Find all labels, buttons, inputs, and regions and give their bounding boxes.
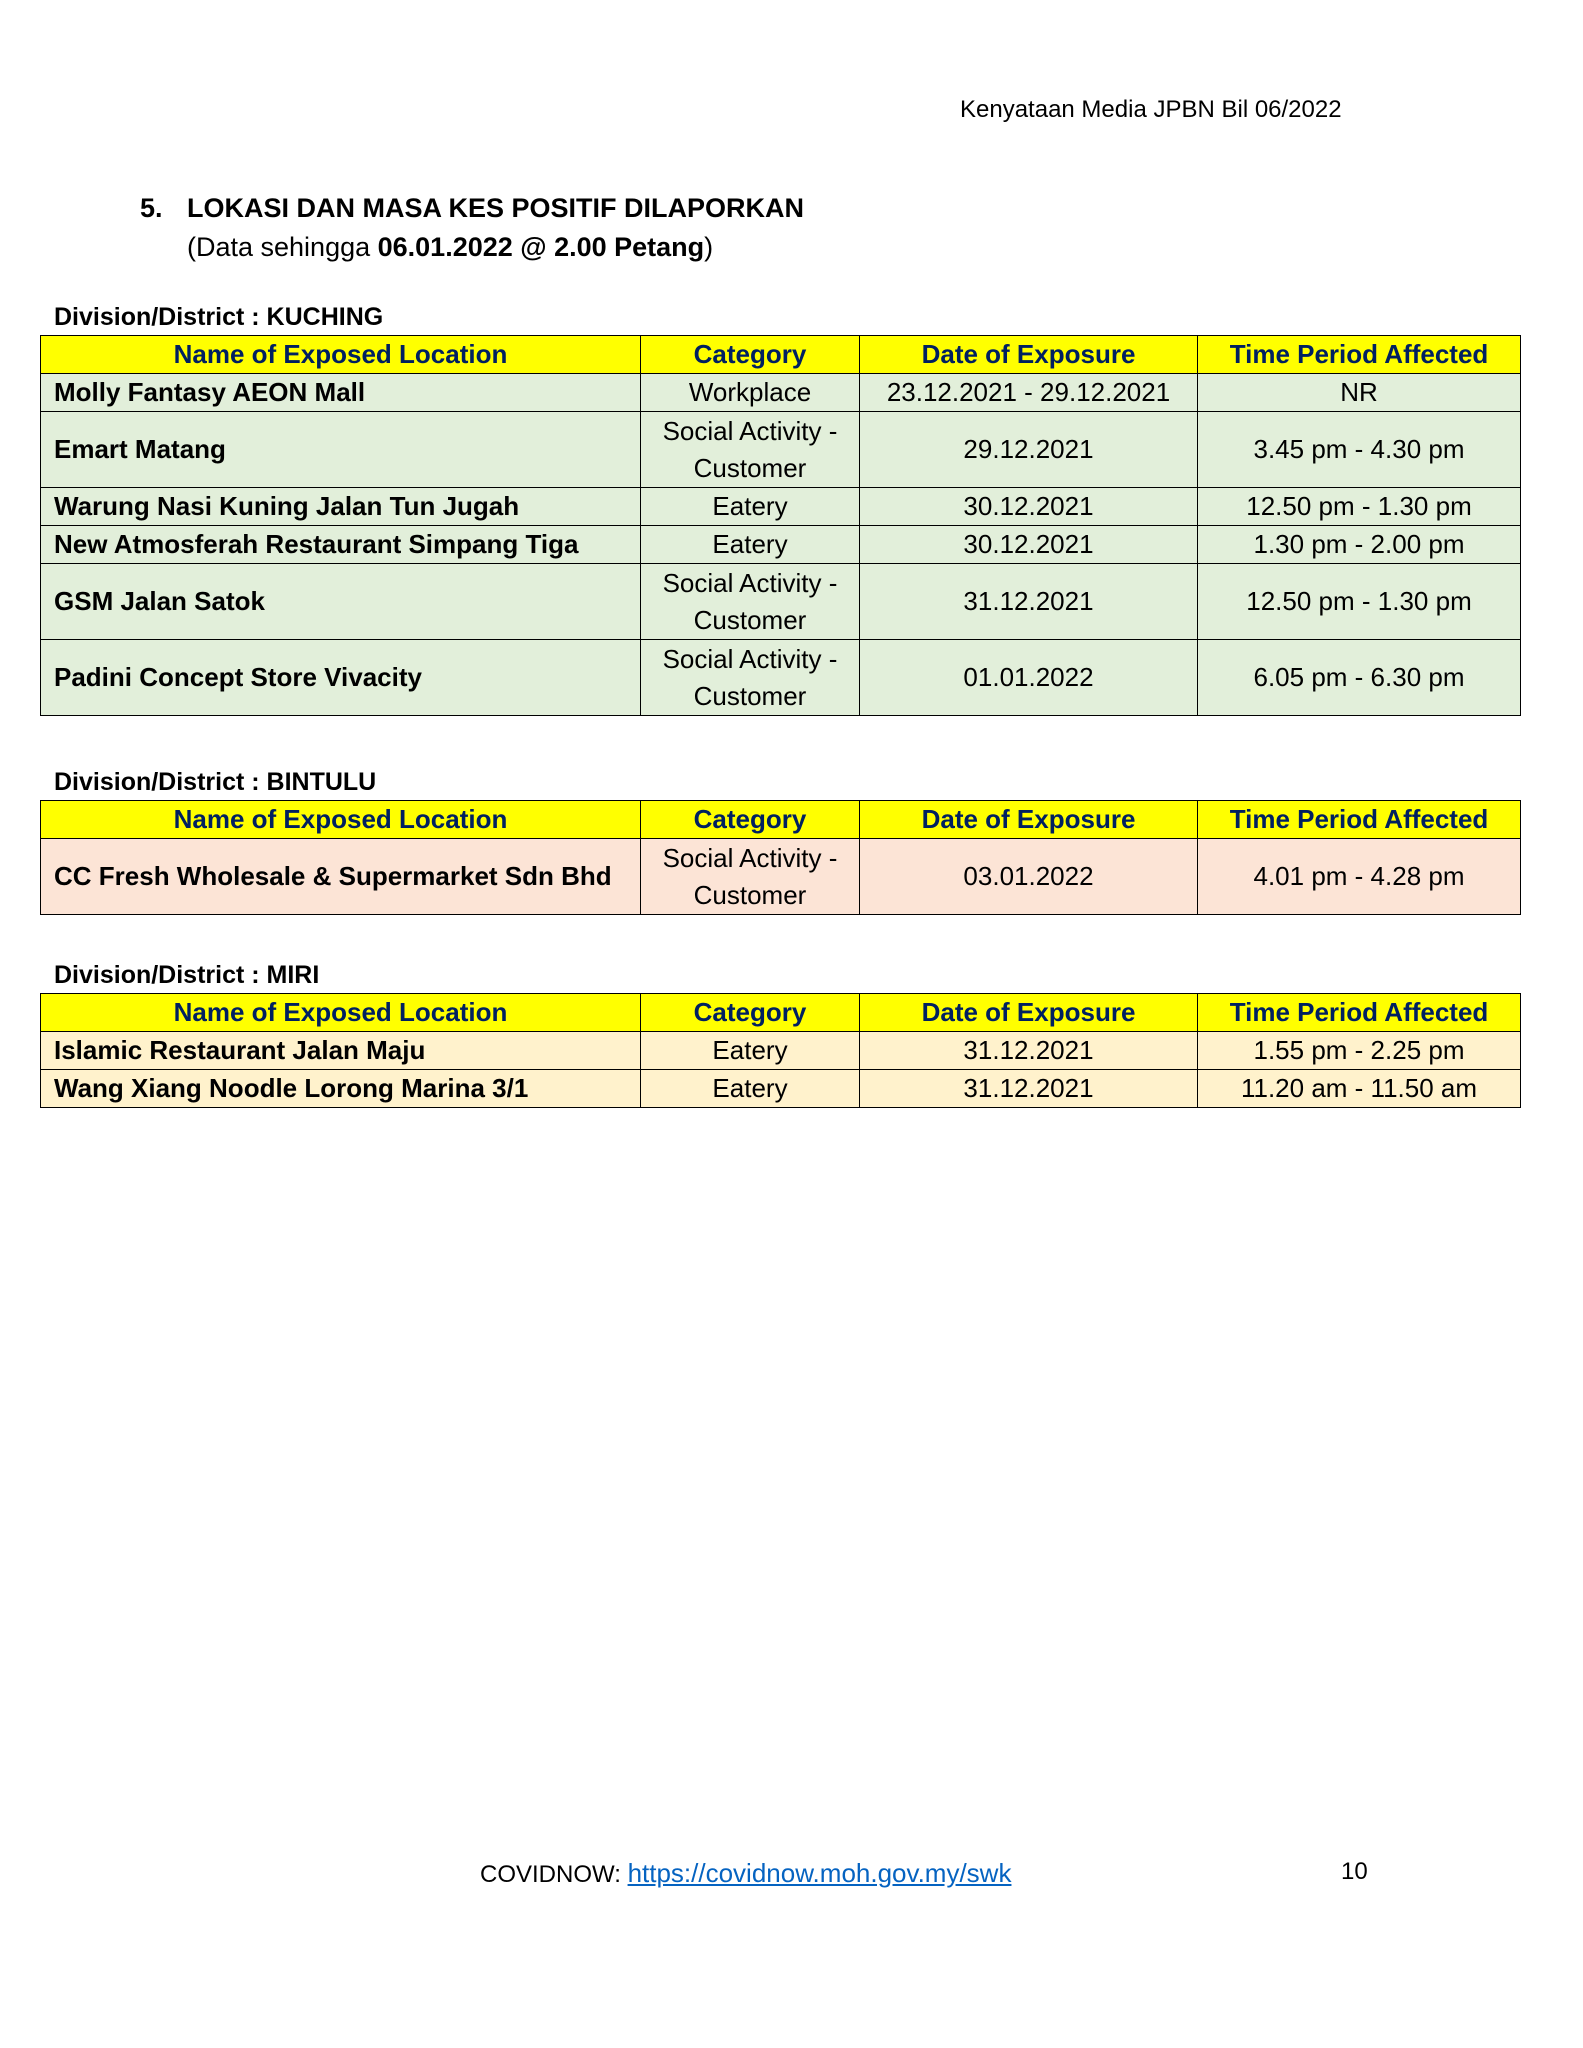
exposure-table-miri	[40, 993, 1521, 1108]
table-row	[41, 839, 1521, 915]
location-cell: New Atmosferah Restaurant Simpang Tiga	[41, 526, 641, 564]
date-cell: 23.12.2021 - 29.12.2021	[860, 374, 1198, 412]
time-cell: 3.45 pm - 4.30 pm	[1198, 412, 1521, 488]
table-header-row	[41, 336, 1521, 374]
time-cell: NR	[1198, 374, 1521, 412]
footer-prefix: COVIDNOW:	[480, 1861, 628, 1888]
column-header-category: Category	[641, 994, 860, 1032]
category-line-1: Social Activity -	[662, 415, 838, 446]
category-cell	[641, 412, 860, 488]
date-cell: 30.12.2021	[860, 488, 1198, 526]
table-row	[41, 412, 1521, 488]
table-row	[41, 526, 1521, 564]
column-header-time: Time Period Affected	[1198, 994, 1521, 1032]
section-subtitle	[187, 232, 713, 263]
column-header-category: Category	[641, 336, 860, 374]
table-header-row	[41, 994, 1521, 1032]
district-miri	[40, 958, 1520, 1108]
date-cell: 01.01.2022	[860, 640, 1198, 716]
footer	[480, 1858, 1011, 1889]
exposure-table-bintulu	[40, 800, 1521, 915]
location-cell: Islamic Restaurant Jalan Maju	[41, 1032, 641, 1070]
column-header-date: Date of Exposure	[860, 994, 1198, 1032]
table-row	[41, 374, 1521, 412]
time-cell: 6.05 pm - 6.30 pm	[1198, 640, 1521, 716]
category-line-2: Customer	[693, 680, 807, 711]
category-cell: Eatery	[641, 488, 860, 526]
category-cell: Workplace	[641, 374, 860, 412]
column-header-location: Name of Exposed Location	[41, 994, 641, 1032]
table-row	[41, 564, 1521, 640]
district-label: Division/District : KUCHING	[54, 303, 384, 331]
covidnow-link[interactable]: https://covidnow.moh.gov.my/swk	[627, 1858, 1012, 1888]
date-cell: 30.12.2021	[860, 526, 1198, 564]
column-header-location: Name of Exposed Location	[41, 801, 641, 839]
category-line-1: Social Activity -	[662, 567, 838, 598]
time-cell: 12.50 pm - 1.30 pm	[1198, 488, 1521, 526]
time-cell: 4.01 pm - 4.28 pm	[1198, 839, 1521, 915]
location-cell: Warung Nasi Kuning Jalan Tun Jugah	[41, 488, 641, 526]
column-header-date: Date of Exposure	[860, 336, 1198, 374]
location-cell: CC Fresh Wholesale & Supermarket Sdn Bhd	[41, 839, 641, 915]
section-title: LOKASI DAN MASA KES POSITIF DILAPORKAN	[187, 193, 805, 223]
time-cell: 11.20 am - 11.50 am	[1198, 1070, 1521, 1108]
category-line-2: Customer	[693, 879, 807, 910]
category-cell	[641, 839, 860, 915]
category-cell: Eatery	[641, 526, 860, 564]
column-header-date: Date of Exposure	[860, 801, 1198, 839]
date-cell: 03.01.2022	[860, 839, 1198, 915]
table-row	[41, 488, 1521, 526]
column-header-time: Time Period Affected	[1198, 801, 1521, 839]
location-cell: GSM Jalan Satok	[41, 564, 641, 640]
date-cell: 31.12.2021	[860, 1032, 1198, 1070]
district-label: Division/District : MIRI	[54, 961, 320, 989]
date-cell: 31.12.2021	[860, 1070, 1198, 1108]
category-cell	[641, 640, 860, 716]
date-cell: 29.12.2021	[860, 412, 1198, 488]
subtitle-close: )	[704, 232, 714, 262]
location-cell: Molly Fantasy AEON Mall	[41, 374, 641, 412]
location-cell: Padini Concept Store Vivacity	[41, 640, 641, 716]
table-row	[41, 640, 1521, 716]
table-row	[41, 1070, 1521, 1108]
date-cell: 31.12.2021	[860, 564, 1198, 640]
category-line-1: Social Activity -	[662, 842, 838, 873]
category-line-2: Customer	[693, 452, 807, 483]
page-number: 10	[1341, 1858, 1368, 1885]
table-row	[41, 1032, 1521, 1070]
table-header-row	[41, 801, 1521, 839]
section-heading	[140, 193, 804, 224]
location-cell: Wang Xiang Noodle Lorong Marina 3/1	[41, 1070, 641, 1108]
category-cell	[641, 564, 860, 640]
category-line-2: Customer	[693, 604, 807, 635]
time-cell: 12.50 pm - 1.30 pm	[1198, 564, 1521, 640]
category-cell: Eatery	[641, 1032, 860, 1070]
column-header-time: Time Period Affected	[1198, 336, 1521, 374]
category-cell: Eatery	[641, 1070, 860, 1108]
subtitle-open: (Data sehingga	[187, 232, 378, 262]
category-line-1: Social Activity -	[662, 643, 838, 674]
district-kuching	[40, 300, 1520, 716]
district-bintulu	[40, 765, 1520, 915]
time-cell: 1.55 pm - 2.25 pm	[1198, 1032, 1521, 1070]
exposure-table-kuching	[40, 335, 1521, 716]
district-label: Division/District : BINTULU	[54, 768, 377, 796]
section-number: 5.	[140, 193, 163, 223]
column-header-location: Name of Exposed Location	[41, 336, 641, 374]
time-cell: 1.30 pm - 2.00 pm	[1198, 526, 1521, 564]
location-cell: Emart Matang	[41, 412, 641, 488]
column-header-category: Category	[641, 801, 860, 839]
document-reference: Kenyataan Media JPBN Bil 06/2022	[960, 96, 1342, 123]
subtitle-datetime: 06.01.2022 @ 2.00 Petang	[377, 232, 705, 262]
